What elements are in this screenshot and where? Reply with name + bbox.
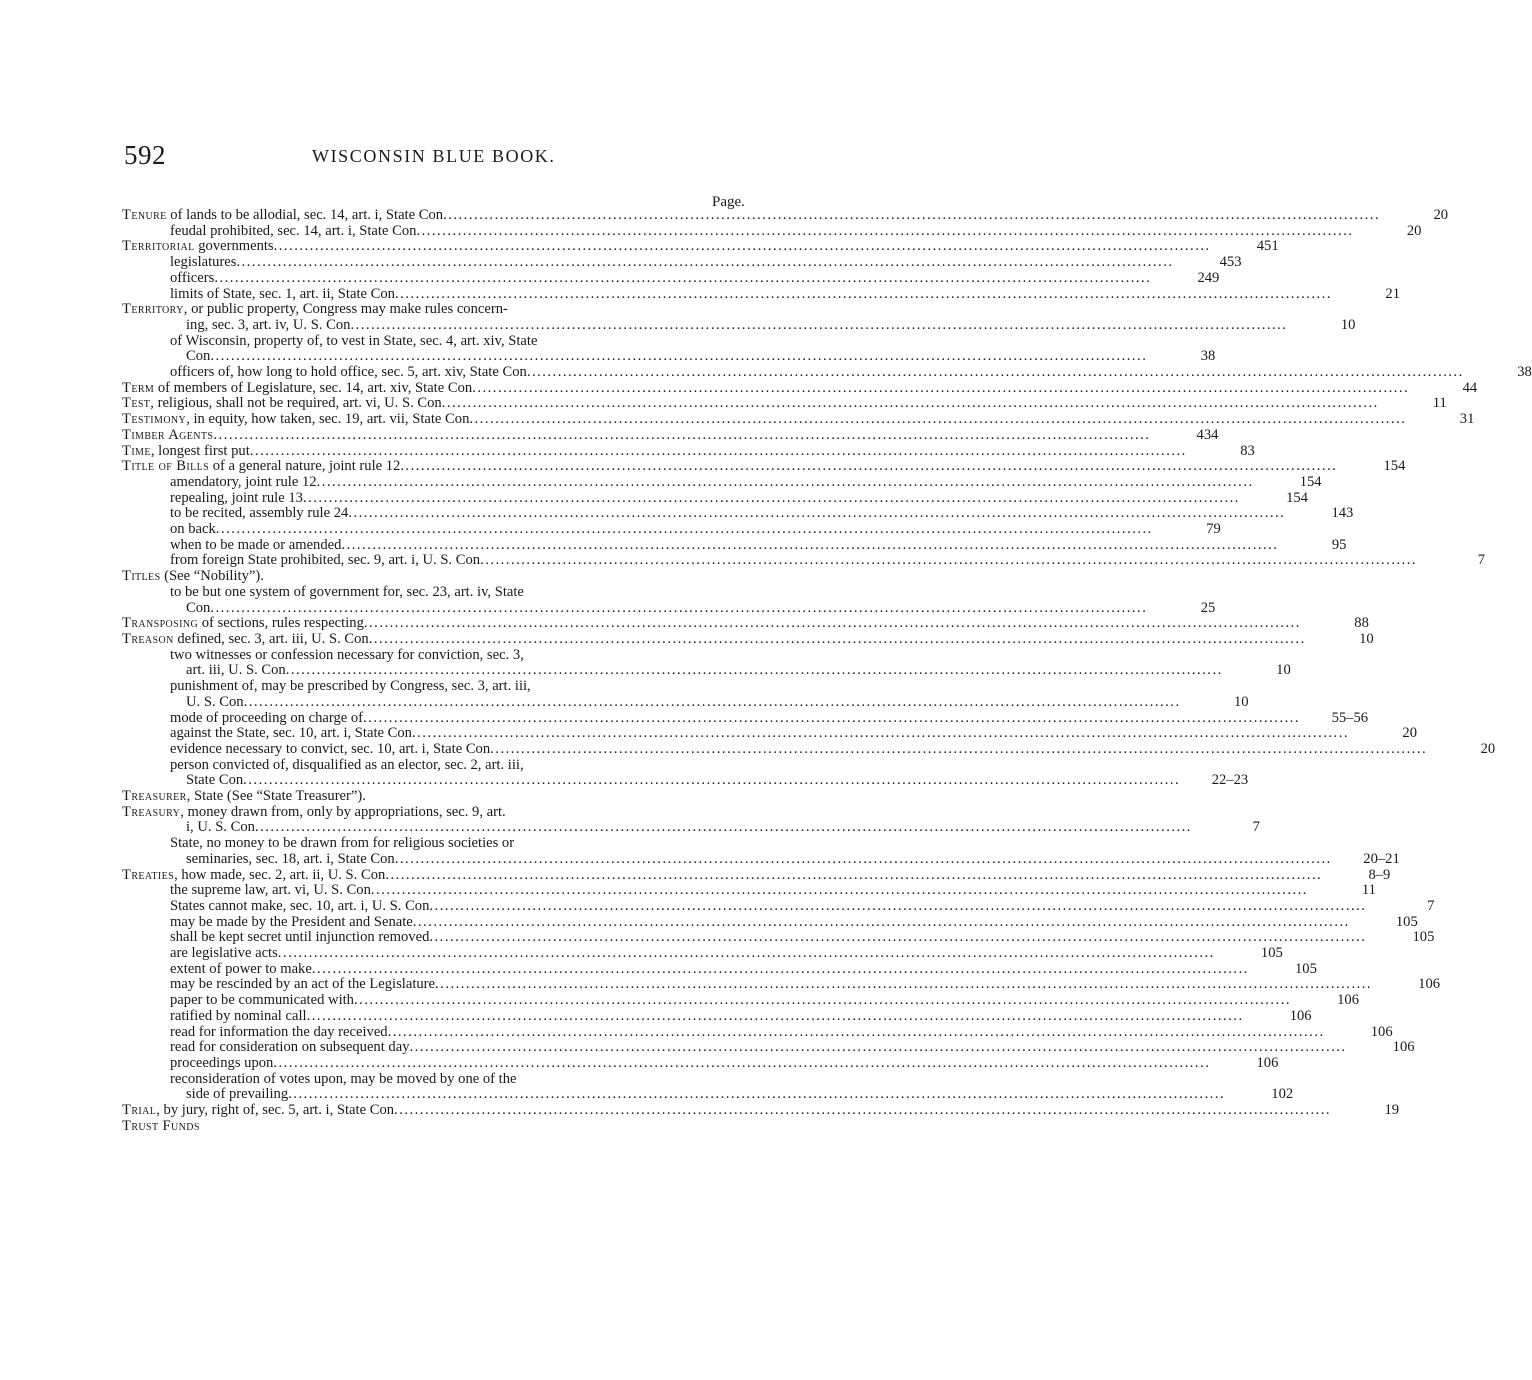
dot-leader — [214, 271, 1151, 287]
dot-leader — [210, 349, 1147, 365]
index-entry — [122, 285, 1400, 303]
entry-text — [170, 726, 412, 742]
entry-body: ratified by nominal call — [170, 1007, 307, 1024]
entry-text — [122, 396, 442, 412]
dot-leader — [413, 915, 1350, 931]
dot-leader — [243, 773, 1180, 789]
page-reference: 10 — [1276, 662, 1291, 679]
entry-heading-word: Treasury — [122, 803, 181, 820]
dot-leader — [348, 506, 1285, 522]
entry-heading-word: Title of Bills — [122, 458, 210, 475]
entry-text — [186, 852, 395, 868]
page-number: 592 — [124, 140, 166, 170]
entry-body: limits of State, sec. 1, art. ii, State Con — [170, 285, 395, 302]
page-column-heading: Page. — [712, 194, 745, 210]
dot-leader — [472, 381, 1409, 397]
entry-text — [170, 711, 363, 727]
index-entry — [122, 442, 1255, 460]
entry-text — [170, 1040, 410, 1056]
entry-body: mode of proceeding on charge of — [170, 709, 364, 726]
index-entry — [122, 615, 1369, 632]
entry-text — [186, 1087, 288, 1103]
entry-body: amendatory, joint rule 12 — [170, 473, 317, 490]
dot-leader — [435, 977, 1372, 993]
dot-leader — [442, 396, 1379, 412]
entry-body: of sections, rules respecting — [198, 615, 364, 632]
entry-text — [170, 742, 490, 758]
entry-text — [170, 271, 214, 287]
dot-leader — [429, 930, 1366, 946]
dot-leader — [371, 883, 1308, 899]
index-entry — [122, 850, 1400, 868]
dot-leader — [388, 1025, 1325, 1041]
entry-text — [170, 365, 527, 381]
dot-leader — [236, 255, 1173, 271]
dot-leader — [307, 1009, 1244, 1025]
page-reference: 38 — [1200, 348, 1216, 365]
entry-text — [186, 349, 210, 365]
page-reference: 7 — [1427, 897, 1435, 914]
entry-body: seminaries, sec. 18, art. i, State Con — [186, 850, 395, 867]
index-entry — [122, 740, 1496, 758]
page-reference: 38 — [1517, 364, 1532, 381]
entry-body: , or public property, Congress may make rules concern- — [183, 301, 508, 318]
entry-text — [122, 616, 364, 632]
entry-text — [122, 569, 264, 585]
entry-text — [170, 930, 429, 946]
index-entry — [122, 1072, 757, 1088]
entry-heading-word: Territory — [122, 301, 184, 318]
entry-heading-word: Territorial — [122, 238, 195, 255]
entry-body: proceedings upon — [170, 1054, 274, 1071]
page-reference: 79 — [1206, 521, 1221, 538]
entry-heading-word: Treaties — [122, 866, 175, 883]
dot-leader — [469, 412, 1406, 428]
index-entry — [122, 758, 757, 774]
dot-leader — [400, 459, 1337, 475]
entry-body: reconsideration of votes upon, may be moved by one of the — [170, 1070, 517, 1087]
entry-body: ing, sec. 3, art. iv, U. S. Con — [186, 316, 351, 333]
index-entry — [122, 913, 1418, 931]
dot-leader — [363, 711, 1300, 727]
index-entry — [122, 552, 1486, 569]
entry-text — [170, 915, 413, 931]
entry-text — [170, 475, 317, 491]
entry-text — [170, 758, 524, 774]
index-entry — [122, 364, 1532, 381]
dot-leader — [286, 663, 1223, 679]
entry-body: when to be made or amended — [170, 536, 342, 553]
dot-leader — [385, 868, 1322, 884]
entry-text — [170, 962, 312, 978]
entry-heading-word: Treason — [122, 630, 174, 647]
entry-body: States cannot make, sec. 10, art. i, U. S. Con — [170, 897, 430, 914]
entry-heading-word: Treasurer — [122, 788, 187, 805]
dot-leader — [250, 444, 1187, 460]
dot-leader — [480, 553, 1417, 569]
entry-body: of a general nature, joint rule 12 — [209, 458, 401, 475]
entry-body: are legislative acts — [170, 945, 278, 962]
dot-leader — [244, 695, 1181, 711]
index-entry — [122, 334, 757, 350]
entry-body: (See “Nobility”). — [160, 568, 264, 585]
dot-leader — [369, 632, 1306, 648]
index-entry — [122, 1119, 757, 1135]
dot-leader — [354, 993, 1291, 1009]
index-entry — [122, 1023, 1393, 1041]
entry-body: i, U. S. Con — [186, 819, 255, 836]
entry-text — [170, 334, 537, 350]
index-entry — [122, 992, 1359, 1009]
index-entry — [122, 254, 1242, 271]
entry-body: legislatures — [170, 254, 237, 271]
entry-heading-word: Time — [122, 442, 151, 459]
entry-text — [122, 444, 250, 460]
index-entry — [122, 521, 1221, 538]
dot-leader — [394, 1103, 1331, 1119]
dot-leader — [303, 491, 1240, 507]
entry-heading-word: Trial — [122, 1102, 157, 1119]
index-entry — [122, 789, 757, 805]
page-reference: 105 — [1260, 945, 1283, 962]
index-list — [122, 207, 1532, 1134]
entry-text — [122, 632, 369, 648]
page-reference: 55–56 — [1331, 709, 1369, 726]
index-entry — [122, 866, 1391, 884]
page-reference: 83 — [1240, 442, 1255, 459]
dot-leader — [443, 208, 1380, 224]
entry-body: Con — [186, 348, 211, 365]
page-reference: 11 — [1432, 395, 1447, 412]
page-reference: 106 — [1392, 1039, 1415, 1056]
entry-text — [186, 601, 210, 617]
entry-body: , longest first put — [150, 442, 250, 459]
entry-text — [186, 820, 255, 836]
dot-leader — [395, 287, 1332, 303]
entry-heading-word: Transposing — [122, 615, 199, 632]
index-entry — [122, 599, 1216, 617]
dot-leader — [273, 1056, 1210, 1072]
entry-body: may be made by the President and Senate — [170, 913, 413, 930]
entry-text — [170, 538, 341, 554]
entry-text — [170, 679, 531, 695]
page-reference: 154 — [1299, 473, 1322, 490]
entry-body: governments — [194, 238, 274, 255]
index-entry — [122, 960, 1317, 978]
index-entry — [122, 379, 1478, 397]
page-reference: 106 — [1256, 1054, 1279, 1071]
entry-text — [122, 381, 472, 397]
page-reference: 88 — [1354, 615, 1369, 632]
page-reference: 102 — [1271, 1086, 1294, 1103]
page-reference: 154 — [1286, 489, 1308, 506]
index-entry — [122, 836, 757, 852]
index-entry — [122, 630, 1374, 648]
entry-body: art. iii, U. S. Con — [186, 662, 286, 679]
page-reference: 154 — [1383, 458, 1406, 475]
page-reference: 20 — [1402, 725, 1417, 742]
index-entry — [122, 805, 757, 821]
entry-body: two witnesses or confession necessary for conviction, sec. 3, — [170, 646, 524, 663]
page-reference: 434 — [1196, 426, 1219, 443]
index-entry — [122, 1054, 1279, 1072]
entry-body: shall be kept secret until injunction removed — [170, 929, 430, 946]
entry-text — [170, 648, 524, 664]
entry-text — [186, 663, 286, 679]
entry-text — [170, 993, 354, 1009]
running-title: WISCONSIN BLUE BOOK. — [312, 146, 556, 166]
page-reference: 10 — [1234, 693, 1249, 710]
page-reference: 143 — [1331, 505, 1354, 522]
entry-heading-word: Timber Agents — [122, 426, 214, 443]
entry-body: may be rescinded by an act of the Legislature — [170, 976, 436, 993]
dot-leader — [350, 318, 1287, 334]
entry-body: extent of power to make — [170, 960, 312, 977]
page-reference: 7 — [1252, 819, 1260, 836]
index-entry — [122, 536, 1347, 554]
dot-leader — [410, 1040, 1347, 1056]
page-reference: 22–23 — [1211, 772, 1249, 789]
entry-text — [170, 287, 395, 303]
entry-text — [170, 255, 236, 271]
page-reference: 31 — [1459, 411, 1475, 428]
index-entry — [122, 222, 1422, 240]
page-reference: 106 — [1289, 1007, 1312, 1024]
entry-text — [122, 208, 443, 224]
page-reference: 106 — [1337, 992, 1359, 1009]
index-entry — [122, 302, 757, 318]
page-reference: 10 — [1359, 630, 1374, 647]
page-reference: 8–9 — [1368, 866, 1391, 883]
entry-text — [186, 773, 243, 789]
entry-text — [122, 302, 508, 318]
dot-leader — [278, 946, 1215, 962]
page-reference: 20 — [1406, 222, 1422, 239]
entry-body: against the State, sec. 10, art. i, State Con — [170, 725, 412, 742]
index-entry — [122, 569, 757, 585]
entry-heading-word: Term — [122, 379, 155, 396]
index-entry — [122, 585, 757, 601]
dot-leader — [317, 475, 1254, 491]
index-entry — [122, 819, 1260, 836]
entry-text — [170, 1072, 517, 1088]
index-entry — [122, 505, 1354, 522]
entry-text — [170, 836, 514, 852]
entry-heading-word: Testimony — [122, 411, 187, 428]
index-entry — [122, 772, 1249, 789]
entry-body: , by jury, right of, sec. 5, art. i, State Con — [156, 1102, 395, 1119]
entry-body: , religious, shall not be required, art. vi, U. S. Con — [150, 395, 442, 412]
entry-body: punishment of, may be prescribed by Congress, sec. 3, art. iii, — [170, 678, 531, 695]
entry-body: repealing, joint rule 13 — [170, 489, 303, 506]
entry-text — [170, 224, 416, 240]
entry-heading-word: Trust Funds — [122, 1117, 200, 1134]
entry-body: defined, sec. 3, art. iii, U. S. Con — [173, 630, 369, 647]
index-entry — [122, 269, 1220, 287]
page-reference: 105 — [1412, 929, 1435, 946]
page-reference: 44 — [1462, 379, 1478, 396]
entry-body: read for consideration on subsequent day — [170, 1039, 410, 1056]
entry-body: the supreme law, art. vi, U. S. Con — [170, 882, 371, 899]
dot-leader — [210, 601, 1147, 617]
entry-body: from foreign State prohibited, sec. 9, art. i, U. S. Con — [170, 552, 481, 569]
entry-body: , State (See “State Treasurer”). — [186, 788, 366, 805]
entry-body: side of prevailing — [186, 1086, 289, 1103]
index-entry — [122, 648, 757, 664]
dot-leader — [364, 616, 1301, 632]
entry-body: to be recited, assembly rule 24 — [170, 505, 349, 522]
dot-leader — [416, 224, 1353, 240]
index-entry — [122, 709, 1369, 727]
dot-leader — [288, 1087, 1225, 1103]
entry-text — [170, 506, 348, 522]
entry-heading-word: Test — [122, 395, 151, 412]
entry-body: officers — [170, 269, 215, 286]
entry-body: , in equity, how taken, sec. 19, art. vii, State Con — [186, 411, 470, 428]
page-reference: 106 — [1418, 976, 1441, 993]
entry-text — [122, 868, 385, 884]
entry-body: officers of, how long to hold office, sec. 5, art. xiv, State Con — [170, 364, 527, 381]
page-reference: 453 — [1219, 254, 1242, 271]
entry-text — [170, 1056, 273, 1072]
entry-body: of lands to be allodial, sec. 14, art. i, State Con — [166, 207, 444, 223]
page-reference: 20 — [1433, 207, 1449, 223]
page-reference: 25 — [1200, 599, 1216, 616]
entry-text — [170, 522, 216, 538]
page-reference: 21 — [1385, 285, 1400, 302]
dot-leader — [255, 820, 1192, 836]
entry-body: to be but one system of government for, sec. 23, art. iv, State — [170, 583, 524, 600]
dot-leader — [341, 538, 1278, 554]
index-entry — [122, 489, 1308, 507]
entry-body: paper to be communicated with — [170, 992, 354, 1009]
index-entry — [122, 679, 757, 695]
index-entry — [122, 693, 1249, 711]
index-entry — [122, 207, 1449, 224]
index-entry — [122, 1086, 1294, 1103]
index-entry — [122, 1102, 1400, 1119]
entry-text — [170, 491, 303, 507]
index-entry — [122, 426, 1219, 444]
entry-body: of Wisconsin, property of, to vest in State, sec. 4, art. xiv, State — [170, 332, 538, 349]
index-entry — [122, 473, 1322, 491]
index-entry — [122, 882, 1376, 899]
entry-text — [186, 318, 350, 334]
index-entry — [122, 1007, 1312, 1025]
entry-body: of members of Legislature, sec. 14, art. xiv, State Con — [154, 379, 473, 396]
index-entry — [122, 395, 1447, 412]
page-reference: 10 — [1340, 316, 1356, 333]
index-entry — [122, 348, 1216, 365]
entry-body: U. S. Con — [186, 693, 244, 710]
entry-body: person convicted of, disqualified as an elector, sec. 2, art. iii, — [170, 756, 524, 773]
entry-body: feudal prohibited, sec. 14, art. i, State Con — [170, 222, 417, 239]
page-reference: 20–21 — [1363, 850, 1400, 867]
entry-text — [170, 977, 435, 993]
page-reference: 106 — [1370, 1023, 1393, 1040]
entry-text — [122, 1103, 394, 1119]
page-reference: 7 — [1477, 552, 1486, 569]
page-reference: 95 — [1331, 536, 1347, 553]
entry-text — [170, 946, 278, 962]
entry-text — [170, 1009, 307, 1025]
page-reference: 11 — [1361, 882, 1376, 899]
entry-body: read for information the day received — [170, 1023, 388, 1040]
entry-text — [122, 412, 469, 428]
dot-leader — [274, 239, 1211, 255]
dot-leader — [395, 852, 1332, 868]
entry-text — [170, 585, 524, 601]
dot-leader — [213, 428, 1150, 444]
page-reference: 249 — [1197, 269, 1220, 286]
entry-text — [170, 883, 371, 899]
entry-text — [186, 695, 244, 711]
dot-leader — [527, 365, 1464, 381]
dot-leader — [429, 899, 1366, 915]
entry-body: Con — [186, 599, 211, 616]
page-reference: 19 — [1384, 1102, 1400, 1119]
entry-text — [122, 459, 400, 475]
entry-text — [170, 899, 429, 915]
entry-body: State, no money to be drawn from for religious societies or — [170, 835, 515, 852]
page-reference: 105 — [1395, 913, 1418, 930]
index-entry — [122, 976, 1441, 993]
dot-leader — [312, 962, 1249, 978]
entry-text — [122, 805, 506, 821]
index-entry — [122, 897, 1435, 915]
page-reference: 105 — [1294, 960, 1317, 977]
dot-leader — [216, 522, 1153, 538]
page-reference: 20 — [1480, 740, 1496, 757]
entry-text — [122, 1119, 200, 1135]
index-entry — [122, 238, 1279, 255]
entry-body: , how made, sec. 2, art. ii, U. S. Con — [174, 866, 386, 883]
entry-body: , money drawn from, only by appropriations, sec. 9, art. — [180, 803, 506, 820]
entry-heading-word: Titles — [122, 568, 161, 585]
entry-heading-word: Tenure — [122, 207, 167, 223]
index-entry — [122, 662, 1291, 679]
index-entry — [122, 411, 1475, 428]
index-entry — [122, 1039, 1415, 1056]
entry-text — [122, 239, 274, 255]
entry-body: State Con — [186, 772, 244, 789]
entry-body: evidence necessary to convict, sec. 10, art. i, State Con — [170, 740, 491, 757]
entry-body: on back — [170, 521, 216, 538]
entry-text — [170, 553, 480, 569]
page-reference: 451 — [1256, 238, 1279, 255]
index-entry — [122, 929, 1435, 946]
index-entry — [122, 945, 1283, 962]
dot-leader — [490, 742, 1427, 758]
index-entry — [122, 458, 1406, 475]
entry-text — [122, 789, 366, 805]
entry-text — [122, 428, 213, 444]
entry-text — [170, 1025, 388, 1041]
dot-leader — [412, 726, 1349, 742]
index-entry — [122, 725, 1417, 742]
index-entry — [122, 316, 1356, 334]
